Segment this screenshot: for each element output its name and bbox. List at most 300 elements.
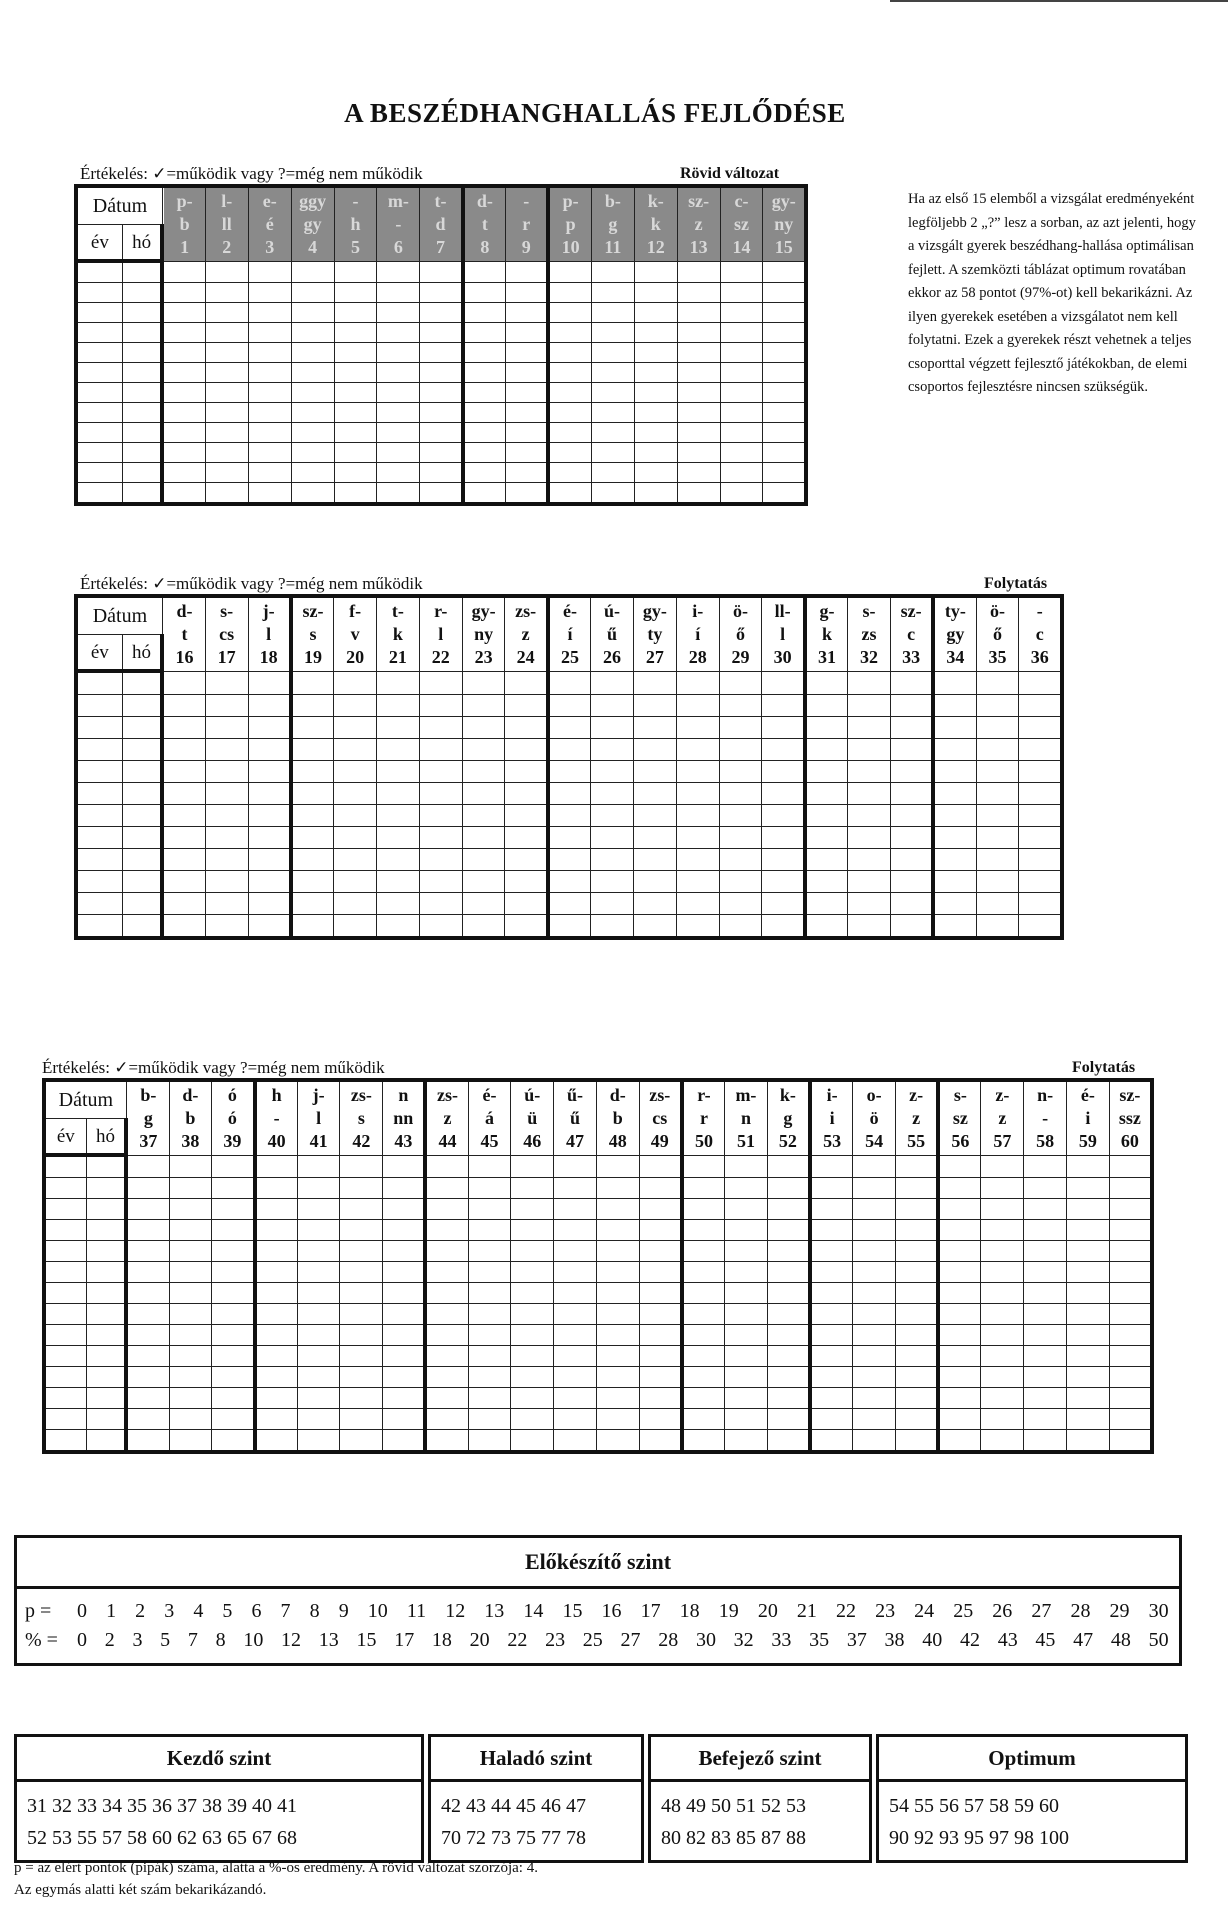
answer-cell[interactable] (1109, 1304, 1152, 1325)
answer-cell[interactable] (762, 761, 805, 783)
month-cell[interactable] (86, 1241, 126, 1262)
answer-cell[interactable] (383, 1388, 426, 1409)
answer-cell[interactable] (848, 695, 891, 717)
answer-cell[interactable] (377, 283, 420, 303)
answer-cell[interactable] (505, 805, 548, 827)
answer-cell[interactable] (933, 849, 976, 871)
answer-cell[interactable] (810, 1241, 853, 1262)
answer-cell[interactable] (676, 915, 719, 939)
answer-cell[interactable] (981, 1409, 1024, 1430)
month-cell[interactable] (86, 1220, 126, 1241)
answer-cell[interactable] (933, 893, 976, 915)
answer-cell[interactable] (248, 915, 291, 939)
month-cell[interactable] (122, 423, 162, 443)
answer-cell[interactable] (548, 717, 591, 739)
answer-cell[interactable] (853, 1220, 896, 1241)
answer-cell[interactable] (848, 717, 891, 739)
answer-cell[interactable] (419, 717, 462, 739)
year-cell[interactable] (76, 463, 122, 483)
answer-cell[interactable] (425, 1220, 468, 1241)
answer-cell[interactable] (462, 783, 505, 805)
answer-cell[interactable] (169, 1388, 212, 1409)
answer-cell[interactable] (205, 849, 248, 871)
answer-cell[interactable] (677, 403, 720, 423)
year-cell[interactable] (44, 1199, 86, 1220)
answer-cell[interactable] (633, 915, 676, 939)
answer-cell[interactable] (506, 323, 549, 343)
answer-cell[interactable] (848, 915, 891, 939)
answer-cell[interactable] (340, 1325, 383, 1346)
answer-cell[interactable] (1024, 1220, 1067, 1241)
answer-cell[interactable] (212, 1304, 255, 1325)
answer-cell[interactable] (976, 783, 1019, 805)
year-cell[interactable] (76, 483, 122, 505)
answer-cell[interactable] (805, 915, 848, 939)
answer-cell[interactable] (1019, 717, 1062, 739)
answer-cell[interactable] (334, 871, 377, 893)
answer-cell[interactable] (205, 915, 248, 939)
answer-cell[interactable] (591, 893, 634, 915)
answer-cell[interactable] (334, 849, 377, 871)
answer-cell[interactable] (981, 1388, 1024, 1409)
answer-cell[interactable] (720, 363, 763, 383)
answer-cell[interactable] (126, 1220, 169, 1241)
answer-cell[interactable] (933, 783, 976, 805)
answer-cell[interactable] (255, 1283, 298, 1304)
answer-cell[interactable] (1066, 1346, 1109, 1367)
answer-cell[interactable] (591, 303, 634, 323)
year-cell[interactable] (44, 1220, 86, 1241)
answer-cell[interactable] (1019, 671, 1062, 695)
answer-cell[interactable] (255, 1367, 298, 1388)
answer-cell[interactable] (853, 1430, 896, 1453)
answer-cell[interactable] (463, 383, 506, 403)
answer-cell[interactable] (554, 1199, 597, 1220)
answer-cell[interactable] (162, 403, 205, 423)
answer-cell[interactable] (126, 1388, 169, 1409)
answer-cell[interactable] (682, 1262, 725, 1283)
answer-cell[interactable] (848, 783, 891, 805)
answer-cell[interactable] (419, 783, 462, 805)
answer-cell[interactable] (634, 343, 677, 363)
answer-cell[interactable] (169, 1325, 212, 1346)
answer-cell[interactable] (162, 915, 205, 939)
answer-cell[interactable] (767, 1178, 810, 1199)
answer-cell[interactable] (548, 805, 591, 827)
answer-cell[interactable] (633, 871, 676, 893)
answer-cell[interactable] (377, 827, 420, 849)
answer-cell[interactable] (591, 915, 634, 939)
answer-cell[interactable] (383, 1155, 426, 1178)
answer-cell[interactable] (725, 1325, 768, 1346)
answer-cell[interactable] (162, 849, 205, 871)
answer-cell[interactable] (334, 363, 377, 383)
answer-cell[interactable] (212, 1283, 255, 1304)
answer-cell[interactable] (248, 695, 291, 717)
answer-cell[interactable] (639, 1325, 682, 1346)
answer-cell[interactable] (682, 1325, 725, 1346)
year-cell[interactable] (76, 261, 122, 283)
answer-cell[interactable] (848, 739, 891, 761)
month-cell[interactable] (122, 739, 162, 761)
answer-cell[interactable] (548, 483, 591, 505)
month-cell[interactable] (86, 1199, 126, 1220)
answer-cell[interactable] (810, 1178, 853, 1199)
answer-cell[interactable] (162, 343, 205, 363)
answer-cell[interactable] (205, 783, 248, 805)
answer-cell[interactable] (462, 695, 505, 717)
answer-cell[interactable] (1019, 871, 1062, 893)
answer-cell[interactable] (719, 783, 762, 805)
answer-cell[interactable] (126, 1262, 169, 1283)
answer-cell[interactable] (896, 1388, 939, 1409)
answer-cell[interactable] (463, 343, 506, 363)
answer-cell[interactable] (1024, 1178, 1067, 1199)
answer-cell[interactable] (677, 303, 720, 323)
answer-cell[interactable] (505, 695, 548, 717)
answer-cell[interactable] (633, 717, 676, 739)
answer-cell[interactable] (169, 1283, 212, 1304)
answer-cell[interactable] (720, 463, 763, 483)
answer-cell[interactable] (639, 1155, 682, 1178)
answer-cell[interactable] (634, 483, 677, 505)
answer-cell[interactable] (677, 283, 720, 303)
answer-cell[interactable] (548, 915, 591, 939)
answer-cell[interactable] (255, 1199, 298, 1220)
answer-cell[interactable] (291, 849, 334, 871)
answer-cell[interactable] (720, 403, 763, 423)
answer-cell[interactable] (805, 761, 848, 783)
answer-cell[interactable] (933, 739, 976, 761)
answer-cell[interactable] (634, 443, 677, 463)
answer-cell[interactable] (596, 1178, 639, 1199)
answer-cell[interactable] (853, 1262, 896, 1283)
answer-cell[interactable] (248, 383, 291, 403)
answer-cell[interactable] (810, 1367, 853, 1388)
answer-cell[interactable] (810, 1155, 853, 1178)
answer-cell[interactable] (554, 1304, 597, 1325)
answer-cell[interactable] (334, 261, 377, 283)
answer-cell[interactable] (419, 871, 462, 893)
answer-cell[interactable] (511, 1304, 554, 1325)
answer-cell[interactable] (248, 303, 291, 323)
answer-cell[interactable] (334, 283, 377, 303)
answer-cell[interactable] (596, 1283, 639, 1304)
answer-cell[interactable] (291, 343, 334, 363)
month-cell[interactable] (122, 483, 162, 505)
answer-cell[interactable] (682, 1346, 725, 1367)
answer-cell[interactable] (383, 1304, 426, 1325)
answer-cell[interactable] (853, 1283, 896, 1304)
answer-cell[interactable] (340, 1241, 383, 1262)
answer-cell[interactable] (248, 849, 291, 871)
year-cell[interactable] (76, 827, 122, 849)
answer-cell[interactable] (848, 805, 891, 827)
answer-cell[interactable] (767, 1367, 810, 1388)
answer-cell[interactable] (677, 363, 720, 383)
answer-cell[interactable] (591, 805, 634, 827)
answer-cell[interactable] (420, 423, 463, 443)
answer-cell[interactable] (126, 1367, 169, 1388)
answer-cell[interactable] (676, 717, 719, 739)
answer-cell[interactable] (719, 893, 762, 915)
year-cell[interactable] (76, 739, 122, 761)
answer-cell[interactable] (291, 403, 334, 423)
answer-cell[interactable] (554, 1367, 597, 1388)
answer-cell[interactable] (725, 1178, 768, 1199)
answer-cell[interactable] (554, 1325, 597, 1346)
answer-cell[interactable] (462, 671, 505, 695)
answer-cell[interactable] (162, 323, 205, 343)
answer-cell[interactable] (677, 383, 720, 403)
answer-cell[interactable] (419, 893, 462, 915)
answer-cell[interactable] (505, 915, 548, 939)
answer-cell[interactable] (505, 783, 548, 805)
answer-cell[interactable] (634, 363, 677, 383)
month-cell[interactable] (122, 303, 162, 323)
answer-cell[interactable] (767, 1199, 810, 1220)
year-cell[interactable] (76, 783, 122, 805)
answer-cell[interactable] (725, 1409, 768, 1430)
answer-cell[interactable] (848, 871, 891, 893)
answer-cell[interactable] (805, 783, 848, 805)
answer-cell[interactable] (767, 1325, 810, 1346)
answer-cell[interactable] (162, 827, 205, 849)
answer-cell[interactable] (340, 1346, 383, 1367)
month-cell[interactable] (122, 805, 162, 827)
answer-cell[interactable] (377, 303, 420, 323)
answer-cell[interactable] (419, 849, 462, 871)
answer-cell[interactable] (463, 363, 506, 383)
answer-cell[interactable] (205, 303, 248, 323)
year-cell[interactable] (44, 1346, 86, 1367)
answer-cell[interactable] (162, 805, 205, 827)
month-cell[interactable] (86, 1155, 126, 1178)
answer-cell[interactable] (212, 1241, 255, 1262)
year-cell[interactable] (44, 1283, 86, 1304)
answer-cell[interactable] (805, 871, 848, 893)
answer-cell[interactable] (340, 1367, 383, 1388)
answer-cell[interactable] (639, 1220, 682, 1241)
answer-cell[interactable] (853, 1388, 896, 1409)
answer-cell[interactable] (126, 1283, 169, 1304)
answer-cell[interactable] (933, 695, 976, 717)
answer-cell[interactable] (981, 1346, 1024, 1367)
year-cell[interactable] (76, 383, 122, 403)
answer-cell[interactable] (810, 1199, 853, 1220)
answer-cell[interactable] (205, 423, 248, 443)
answer-cell[interactable] (468, 1199, 511, 1220)
month-cell[interactable] (86, 1388, 126, 1409)
answer-cell[interactable] (634, 463, 677, 483)
answer-cell[interactable] (383, 1283, 426, 1304)
answer-cell[interactable] (468, 1325, 511, 1346)
answer-cell[interactable] (890, 915, 933, 939)
answer-cell[interactable] (763, 403, 806, 423)
answer-cell[interactable] (1066, 1241, 1109, 1262)
answer-cell[interactable] (682, 1388, 725, 1409)
answer-cell[interactable] (591, 761, 634, 783)
answer-cell[interactable] (938, 1388, 981, 1409)
year-cell[interactable] (76, 323, 122, 343)
answer-cell[interactable] (634, 383, 677, 403)
answer-cell[interactable] (248, 671, 291, 695)
answer-cell[interactable] (248, 343, 291, 363)
answer-cell[interactable] (468, 1430, 511, 1453)
answer-cell[interactable] (463, 283, 506, 303)
answer-cell[interactable] (634, 423, 677, 443)
answer-cell[interactable] (719, 717, 762, 739)
answer-cell[interactable] (468, 1220, 511, 1241)
answer-cell[interactable] (340, 1283, 383, 1304)
answer-cell[interactable] (896, 1430, 939, 1453)
answer-cell[interactable] (981, 1199, 1024, 1220)
answer-cell[interactable] (890, 717, 933, 739)
year-cell[interactable] (44, 1178, 86, 1199)
answer-cell[interactable] (420, 403, 463, 423)
month-cell[interactable] (122, 343, 162, 363)
answer-cell[interactable] (633, 893, 676, 915)
answer-cell[interactable] (596, 1155, 639, 1178)
answer-cell[interactable] (548, 363, 591, 383)
answer-cell[interactable] (334, 383, 377, 403)
answer-cell[interactable] (212, 1346, 255, 1367)
answer-cell[interactable] (169, 1367, 212, 1388)
answer-cell[interactable] (981, 1178, 1024, 1199)
month-cell[interactable] (86, 1304, 126, 1325)
answer-cell[interactable] (334, 827, 377, 849)
answer-cell[interactable] (468, 1241, 511, 1262)
answer-cell[interactable] (419, 695, 462, 717)
answer-cell[interactable] (591, 403, 634, 423)
answer-cell[interactable] (554, 1388, 597, 1409)
answer-cell[interactable] (212, 1178, 255, 1199)
year-cell[interactable] (76, 363, 122, 383)
answer-cell[interactable] (591, 443, 634, 463)
month-cell[interactable] (86, 1430, 126, 1453)
answer-cell[interactable] (463, 483, 506, 505)
year-cell[interactable] (76, 915, 122, 939)
answer-cell[interactable] (511, 1262, 554, 1283)
answer-cell[interactable] (763, 303, 806, 323)
answer-cell[interactable] (334, 403, 377, 423)
answer-cell[interactable] (548, 739, 591, 761)
answer-cell[interactable] (1019, 915, 1062, 939)
answer-cell[interactable] (162, 303, 205, 323)
answer-cell[interactable] (169, 1430, 212, 1453)
answer-cell[interactable] (639, 1304, 682, 1325)
answer-cell[interactable] (682, 1283, 725, 1304)
answer-cell[interactable] (462, 871, 505, 893)
answer-cell[interactable] (633, 827, 676, 849)
answer-cell[interactable] (511, 1155, 554, 1178)
answer-cell[interactable] (291, 303, 334, 323)
answer-cell[interactable] (291, 739, 334, 761)
answer-cell[interactable] (248, 827, 291, 849)
answer-cell[interactable] (720, 423, 763, 443)
month-cell[interactable] (122, 363, 162, 383)
answer-cell[interactable] (725, 1388, 768, 1409)
answer-cell[interactable] (377, 403, 420, 423)
answer-cell[interactable] (938, 1409, 981, 1430)
month-cell[interactable] (122, 283, 162, 303)
year-cell[interactable] (44, 1388, 86, 1409)
answer-cell[interactable] (126, 1409, 169, 1430)
answer-cell[interactable] (255, 1220, 298, 1241)
answer-cell[interactable] (248, 323, 291, 343)
answer-cell[interactable] (420, 383, 463, 403)
answer-cell[interactable] (633, 805, 676, 827)
answer-cell[interactable] (334, 303, 377, 323)
answer-cell[interactable] (767, 1430, 810, 1453)
answer-cell[interactable] (976, 739, 1019, 761)
answer-cell[interactable] (1066, 1155, 1109, 1178)
answer-cell[interactable] (468, 1367, 511, 1388)
answer-cell[interactable] (1066, 1283, 1109, 1304)
answer-cell[interactable] (554, 1283, 597, 1304)
answer-cell[interactable] (291, 423, 334, 443)
answer-cell[interactable] (205, 323, 248, 343)
answer-cell[interactable] (596, 1409, 639, 1430)
answer-cell[interactable] (981, 1283, 1024, 1304)
answer-cell[interactable] (212, 1262, 255, 1283)
answer-cell[interactable] (548, 463, 591, 483)
answer-cell[interactable] (212, 1430, 255, 1453)
answer-cell[interactable] (255, 1346, 298, 1367)
answer-cell[interactable] (205, 671, 248, 695)
answer-cell[interactable] (682, 1430, 725, 1453)
answer-cell[interactable] (291, 717, 334, 739)
answer-cell[interactable] (676, 805, 719, 827)
answer-cell[interactable] (377, 915, 420, 939)
answer-cell[interactable] (340, 1220, 383, 1241)
answer-cell[interactable] (462, 915, 505, 939)
answer-cell[interactable] (848, 849, 891, 871)
year-cell[interactable] (76, 283, 122, 303)
year-cell[interactable] (76, 303, 122, 323)
answer-cell[interactable] (810, 1283, 853, 1304)
answer-cell[interactable] (420, 343, 463, 363)
answer-cell[interactable] (596, 1346, 639, 1367)
answer-cell[interactable] (291, 827, 334, 849)
answer-cell[interactable] (212, 1409, 255, 1430)
answer-cell[interactable] (255, 1388, 298, 1409)
answer-cell[interactable] (890, 893, 933, 915)
answer-cell[interactable] (425, 1178, 468, 1199)
answer-cell[interactable] (763, 383, 806, 403)
month-cell[interactable] (122, 261, 162, 283)
year-cell[interactable] (76, 893, 122, 915)
answer-cell[interactable] (468, 1409, 511, 1430)
answer-cell[interactable] (1109, 1346, 1152, 1367)
answer-cell[interactable] (248, 403, 291, 423)
answer-cell[interactable] (297, 1430, 340, 1453)
answer-cell[interactable] (291, 783, 334, 805)
answer-cell[interactable] (591, 483, 634, 505)
answer-cell[interactable] (169, 1155, 212, 1178)
answer-cell[interactable] (212, 1155, 255, 1178)
answer-cell[interactable] (591, 283, 634, 303)
answer-cell[interactable] (169, 1262, 212, 1283)
answer-cell[interactable] (420, 363, 463, 383)
answer-cell[interactable] (505, 893, 548, 915)
answer-cell[interactable] (205, 717, 248, 739)
answer-cell[interactable] (976, 871, 1019, 893)
answer-cell[interactable] (419, 827, 462, 849)
month-cell[interactable] (122, 695, 162, 717)
answer-cell[interactable] (1024, 1325, 1067, 1346)
answer-cell[interactable] (162, 463, 205, 483)
